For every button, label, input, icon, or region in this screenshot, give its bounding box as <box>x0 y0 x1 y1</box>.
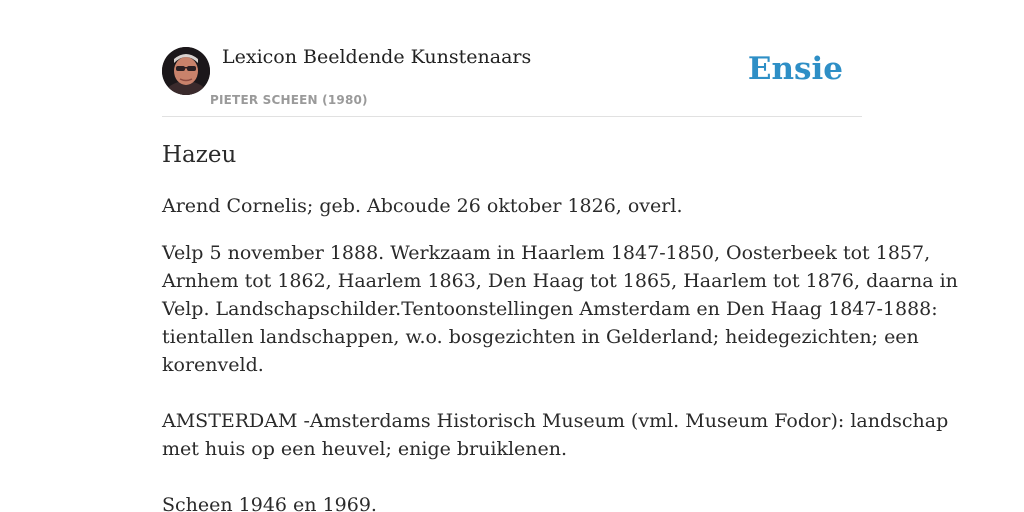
article-line: korenveld. <box>162 354 264 376</box>
author-avatar[interactable] <box>162 47 210 95</box>
article-line: Scheen 1946 en 1969. <box>162 494 377 512</box>
article-line: Velp. Landschapschilder.Tentoonstellingen Amsterdam en Den Haag 1847-1888: <box>162 298 938 320</box>
article-line: Arnhem tot 1862, Haarlem 1863, Den Haag tot 1865, Haarlem tot 1876, daarna in <box>162 270 958 292</box>
article-line <box>162 379 862 407</box>
article-line: met huis op een heuvel; enige bruiklenen. <box>162 438 568 460</box>
avatar-portrait-icon <box>162 47 210 95</box>
article-line: tientallen landschappen, w.o. bosgezichten in Gelderland; heidegezichten; een <box>162 326 919 348</box>
article-paragraph-intro: Arend Cornelis; geb. Abcoude 26 oktober 1826, overl. <box>162 195 683 217</box>
article-line <box>162 463 862 491</box>
article-content <box>162 138 958 512</box>
author-name[interactable]: PIETER SCHEEN (1980) <box>210 93 368 107</box>
article-paragraph-body <box>162 239 958 512</box>
article-line: Velp 5 november 1888. Werkzaam in Haarlem 1847-1850, Oosterbeek tot 1857, <box>162 242 931 264</box>
article-line: AMSTERDAM -Amsterdams Historisch Museum (vml. Museum Fodor): landschap <box>162 410 949 432</box>
ensie-logo-link[interactable]: Ensie <box>747 51 843 87</box>
article-title: Hazeu <box>162 142 237 168</box>
publication-title[interactable]: Lexicon Beeldende Kunstenaars <box>222 46 532 68</box>
publication-header <box>162 46 862 117</box>
